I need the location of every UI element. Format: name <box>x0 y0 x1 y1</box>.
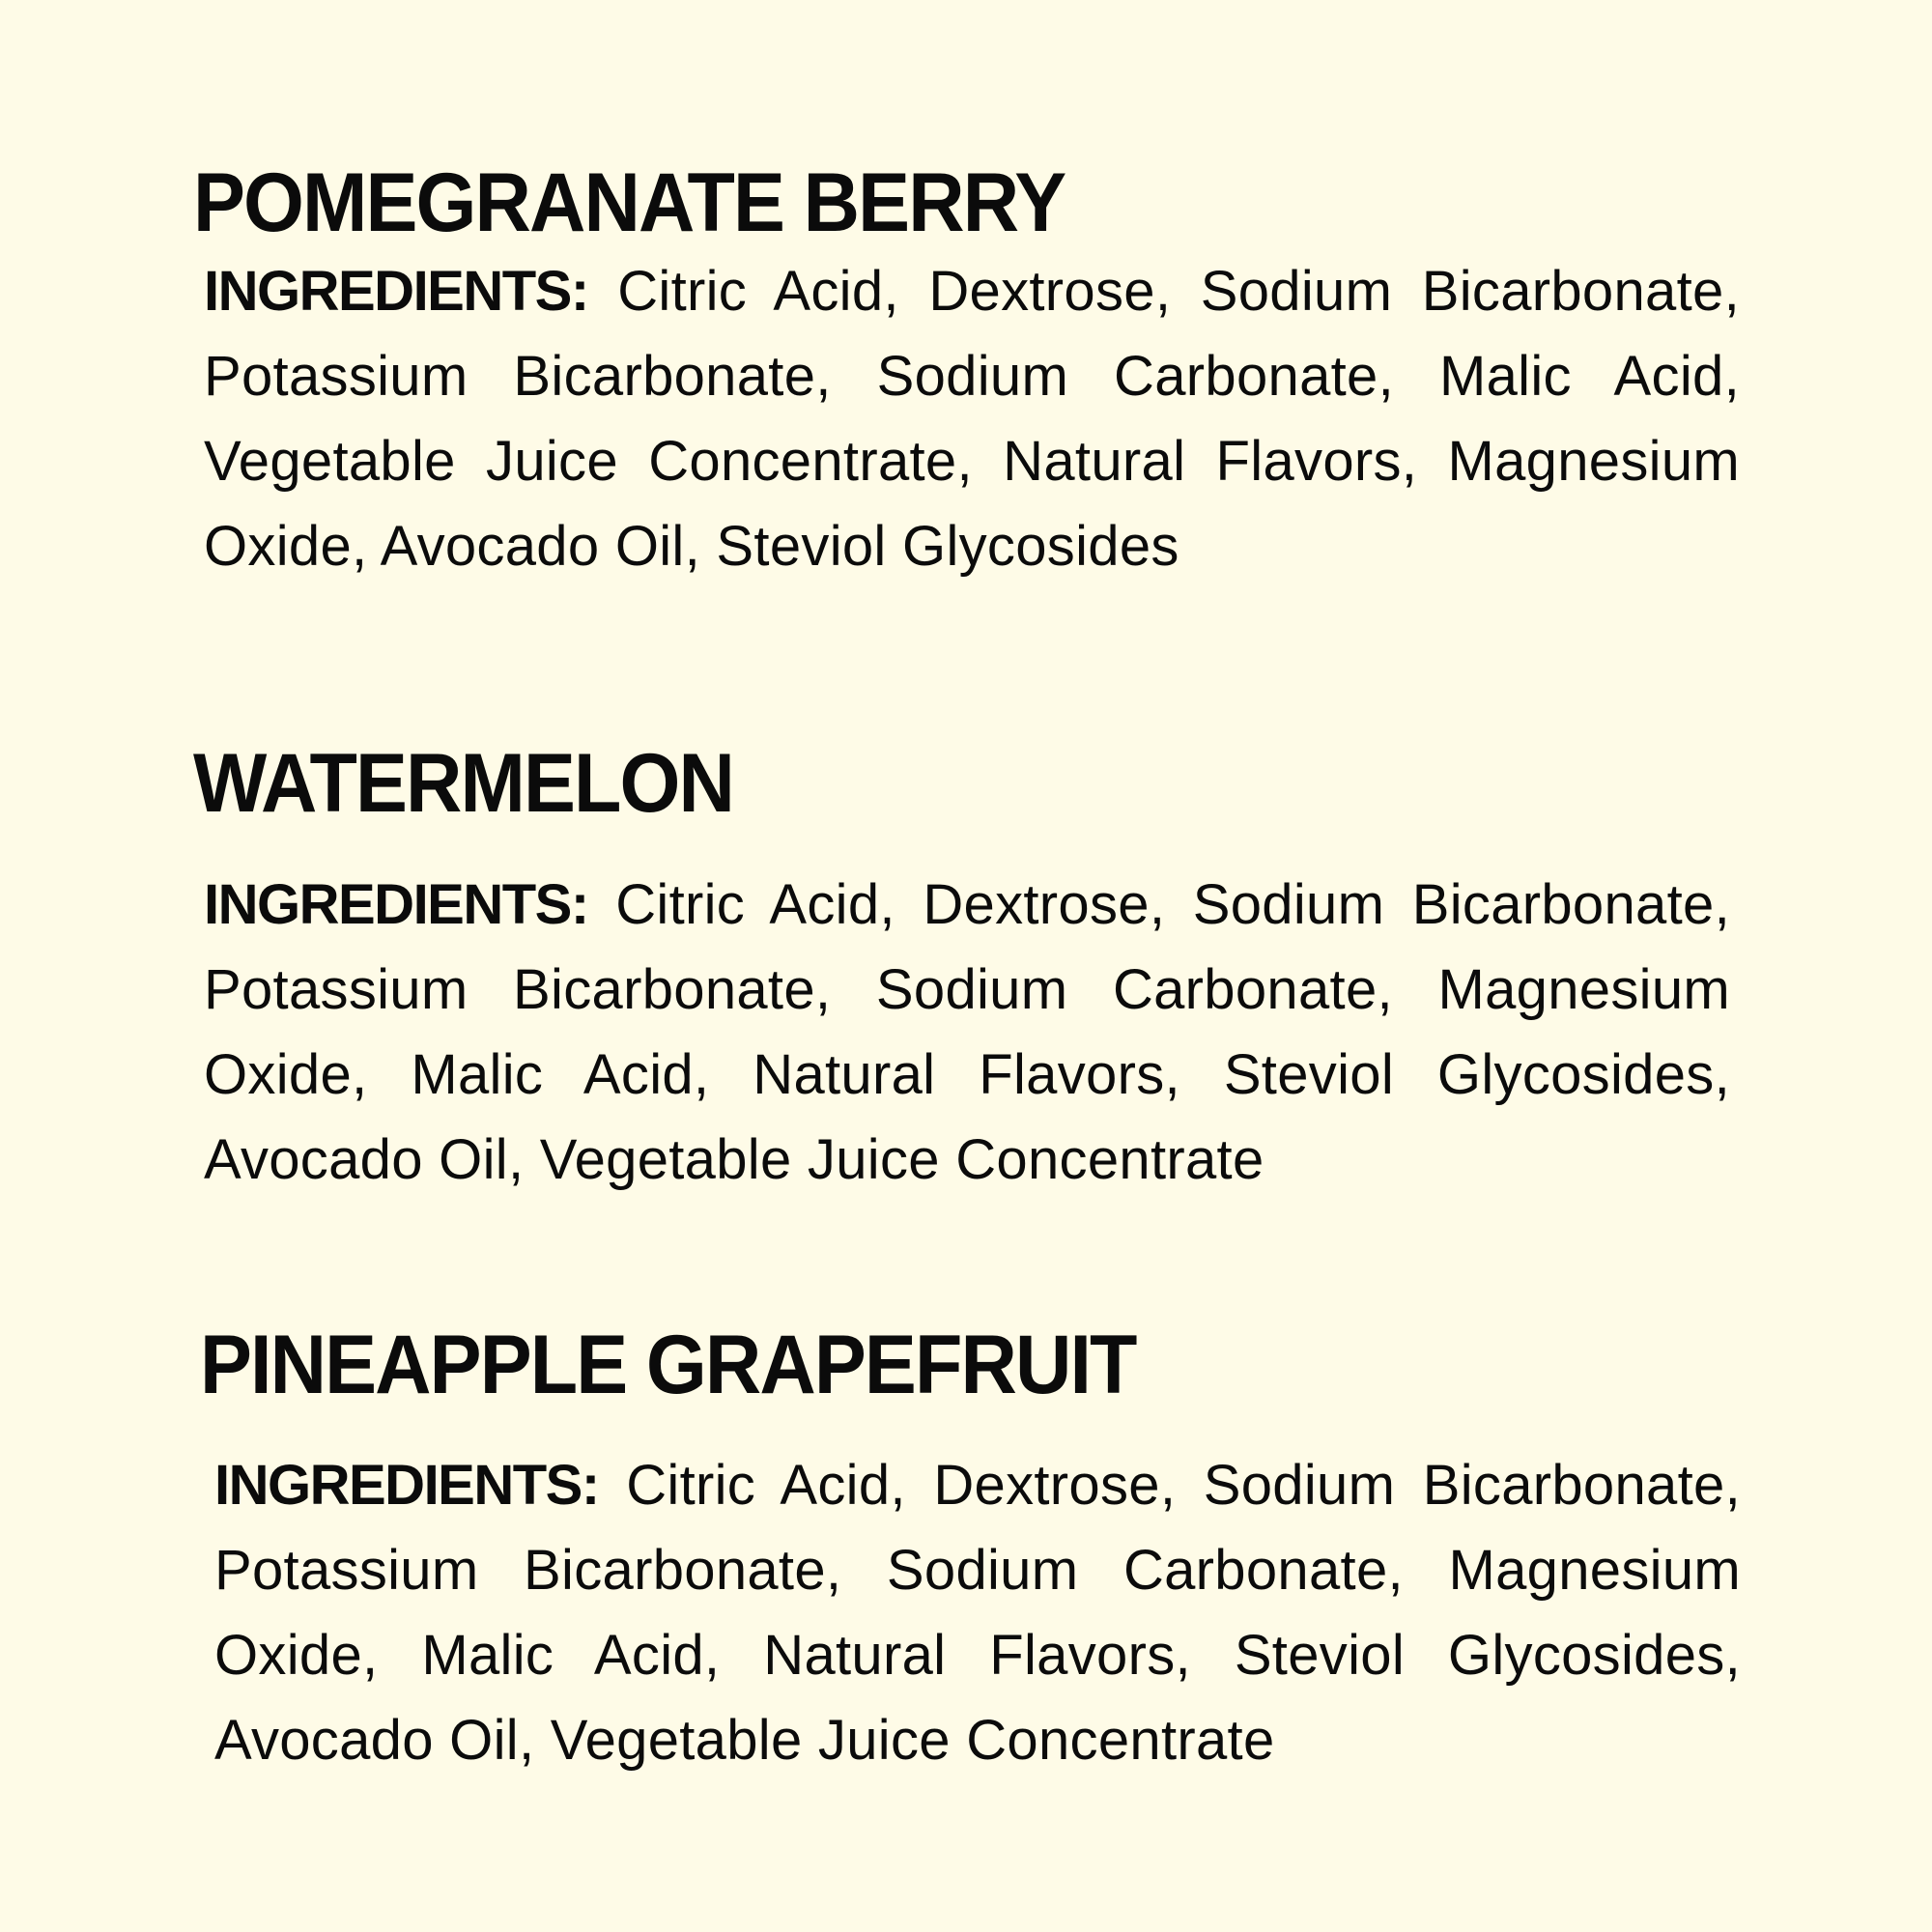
flavor-title: POMEGRANATE BERRY <box>193 156 1065 249</box>
ingredients-label: INGREDIENTS: <box>214 1454 599 1517</box>
ingredients-label: INGREDIENTS: <box>204 873 588 936</box>
ingredients-list: Citric Acid, Dextrose, Sodium Bicarbonate, Potassium Bicarbonate, Sodium Carbonate, Magnesium Oxide, Malic Acid, Natural Flavors, Steviol Glycosides, Avocado Oil, Vegetable Juice Concentrate <box>214 1454 1741 1772</box>
flavor-title: WATERMELON <box>193 737 734 830</box>
flavor-title: PINEAPPLE GRAPEFRUIT <box>200 1319 1136 1411</box>
ingredients-text <box>204 249 1740 589</box>
ingredients-text <box>204 863 1730 1203</box>
ingredients-list: Citric Acid, Dextrose, Sodium Bicarbonate, Potassium Bicarbonate, Sodium Carbonate, Malic Acid, Vegetable Juice Concentrate, Natural Flavors, Magnesium Oxide, Avocado Oil, Steviol Glycosides <box>204 260 1740 578</box>
ingredients-label: INGREDIENTS: <box>204 260 588 323</box>
ingredients-list: Citric Acid, Dextrose, Sodium Bicarbonate, Potassium Bicarbonate, Sodium Carbonate, Magnesium Oxide, Malic Acid, Natural Flavors, Steviol Glycosides, Avocado Oil, Vegetable Juice Concentrate <box>204 873 1730 1191</box>
ingredients-text <box>214 1443 1741 1783</box>
